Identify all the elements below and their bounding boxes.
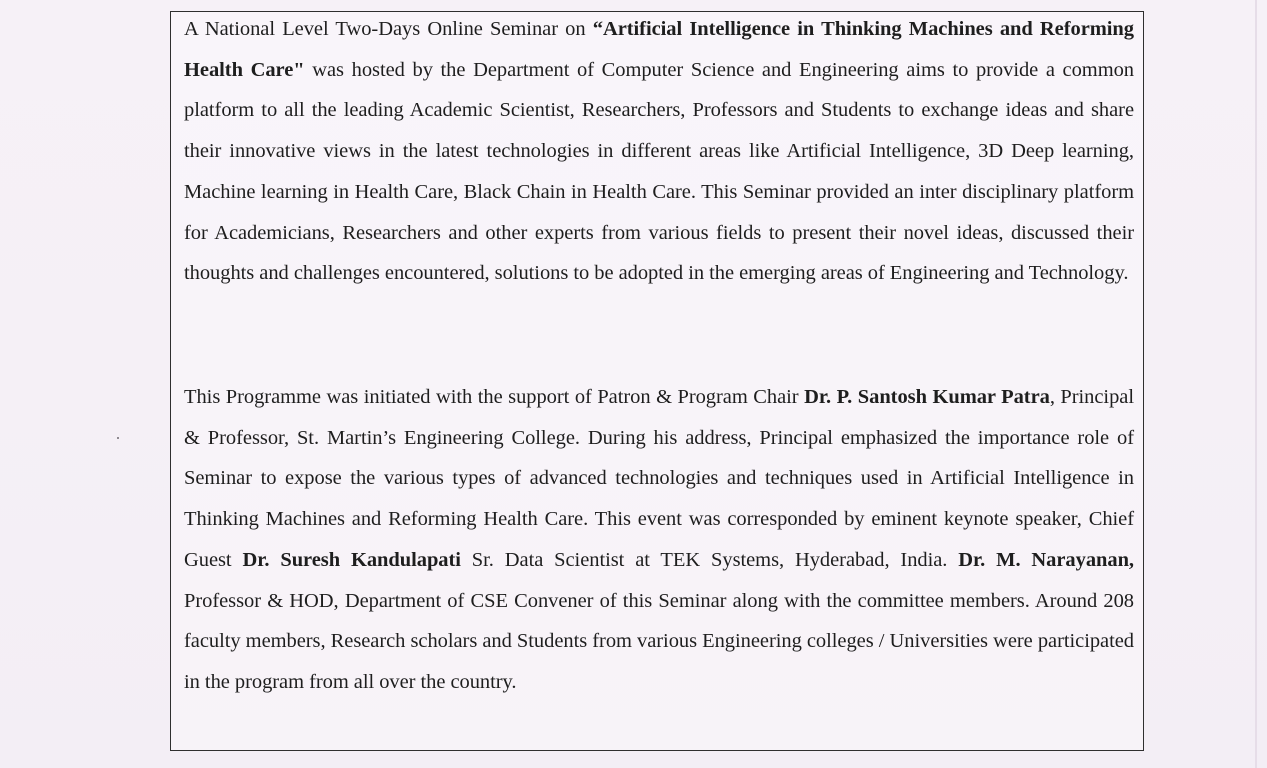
programme-details-paragraph [184, 377, 1134, 703]
scan-speck [117, 437, 119, 439]
chief-guest-name: Dr. Suresh Kandulapati [242, 548, 461, 571]
overview-intro-text: A National Level Two-Days Online Seminar on [184, 18, 593, 40]
convener-name: Dr. M. Narayanan, [958, 548, 1134, 571]
seminar-title: “Artificial Intelligence in Thinking Machines and Reforming Health Care" [184, 18, 1134, 81]
chief-guest-affiliation-text: Sr. Data Scientist at TEK Systems, Hyderabad, India. [460, 548, 959, 571]
participation-text: Professor & HOD, Department of CSE Convener of this Seminar along with the committee members. Around 208 faculty members, Research scholars and Students from various Engineering colleges / Universities were participated in the program from all over the country. [184, 589, 1134, 693]
programme-intro-text: This Programme was initiated with the support of Patron & Program Chair [184, 386, 805, 408]
report-text-box [170, 11, 1144, 751]
overview-body-text: was hosted by the Department of Computer Science and Engineering aims to provide a common platform to all the leading Academic Scientist, Researchers, Professors and Students to exchange ideas and share their innovative views in the latest technologies in different areas like Artificial Intelligence, 3D Deep learning, Machine learning in Health Care, Black Chain in Health Care. This Seminar provided an inter disciplinary platform for Academicians, Researchers and other experts from various fields to present their novel ideas, discussed their thoughts and challenges encountered, solutions to be adopted in the emerging areas of Engineering and Technology. [184, 58, 1134, 285]
seminar-overview-paragraph [184, 9, 1134, 294]
principal-address-text: , Principal & Professor, St. Martin’s Engineering College. During his address, Principal emphasized the importance role of Seminar to expose the various types of advanced technologies and techniques used in Artificial Intelligence in Thinking Machines and Reforming Health Care. This event was corresponded by eminent keynote speaker, Chief Guest [184, 386, 1134, 571]
page-edge [1255, 0, 1257, 768]
patron-name: Dr. P. Santosh Kumar Patra [804, 386, 1050, 408]
